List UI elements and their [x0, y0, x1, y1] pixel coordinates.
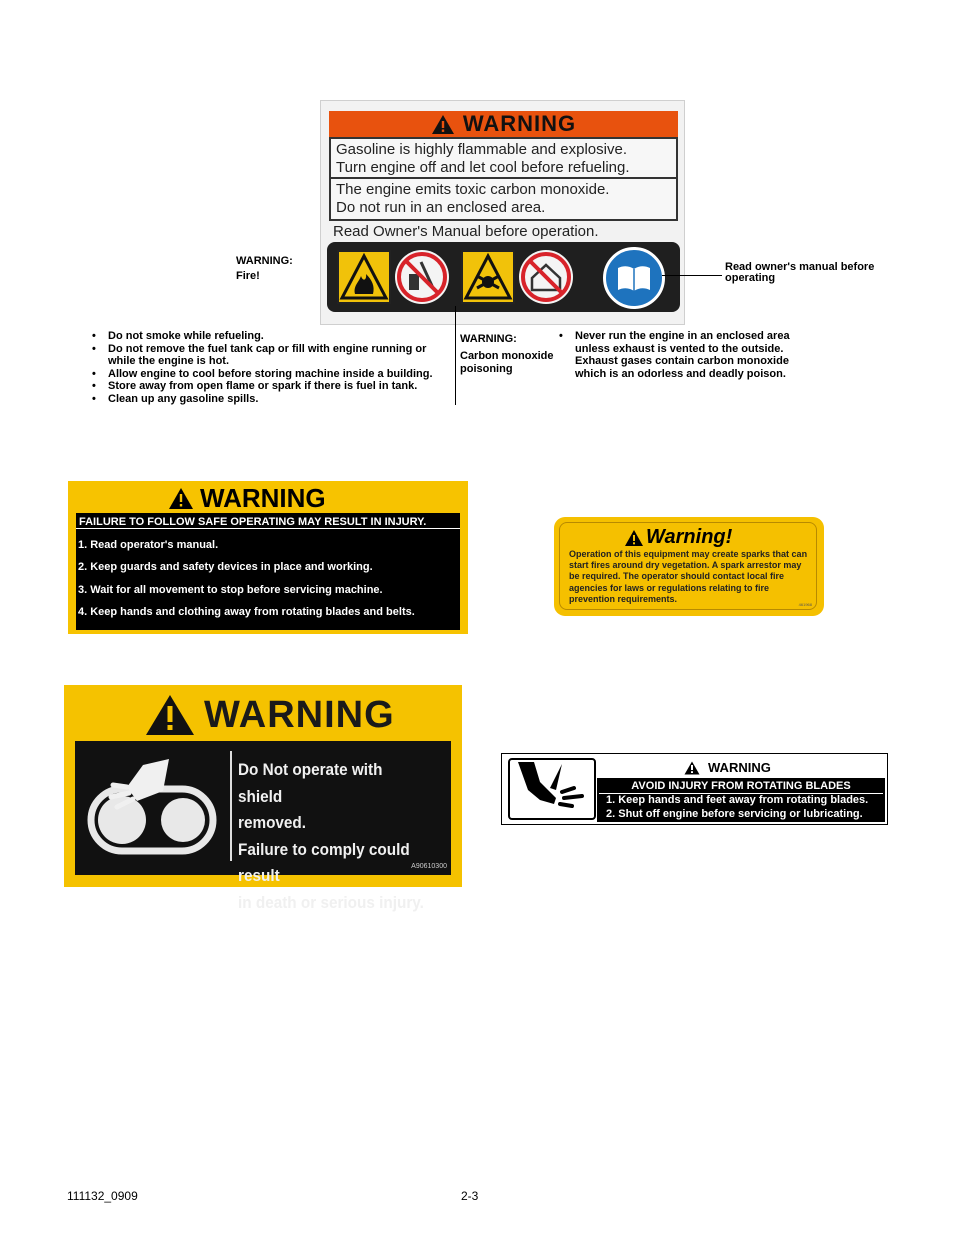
blade-warning-panel	[597, 778, 885, 822]
warning-triangle-icon	[168, 487, 194, 510]
manual-callout-text: Read owner's manual before operating	[725, 261, 875, 284]
fire-bullet-list	[92, 330, 437, 405]
page-number: 2-3	[461, 1189, 479, 1203]
warning-triangle-icon	[684, 761, 700, 775]
belt-warning-line: Do Not operate with shield	[238, 760, 383, 806]
list-item: • Store away from open flame or spark if there is fuel in tank.	[92, 380, 437, 393]
no-enclosed-icon	[519, 250, 573, 304]
blade-warning-decal	[501, 753, 888, 825]
spark-warning-title	[624, 526, 732, 549]
decal-line: Do not run in an enclosed area.	[336, 199, 546, 216]
fire-callout-title: Fire!	[236, 270, 260, 282]
decal-read-manual: Read Owner's Manual before operation.	[333, 223, 599, 240]
decal-co-box	[329, 179, 678, 221]
decal-line: The engine emits toxic carbon monoxide.	[336, 181, 610, 198]
belt-warning-panel	[75, 741, 451, 912]
decal-header-text: WARNING	[462, 111, 577, 136]
belt-warning-title	[144, 693, 395, 737]
injury-warning-title	[168, 483, 326, 514]
belt-warning-line: Failure to comply could result	[238, 839, 410, 885]
decal-header	[329, 111, 678, 137]
list-item: • Allow engine to cool before storing machine inside a building.	[92, 368, 437, 381]
spark-warning-title-text: Warning!	[646, 526, 733, 548]
co-callout-title: Carbon monoxide poisoning	[460, 350, 554, 375]
manual-book-icon	[603, 247, 665, 309]
list-item: 3. Wait for all movement to stop before servicing machine.	[78, 584, 383, 596]
belt-warning-line: removed.	[238, 813, 307, 832]
list-item: • Never run the engine in an enclosed area unless exhaust is vented to the outside. Exhaust gases contain carbon monoxide which is an odorless and deadly poison.	[559, 330, 794, 380]
warning-triangle-icon	[431, 114, 455, 135]
spark-warning-text: Operation of this equipment may create sparks that can start fires around dry vegetation. A spark arrestor may be required. The operator should contact local fire agencies for laws or regulations relating to fire prevention requirements.	[569, 549, 808, 604]
list-item: 2. Keep guards and safety devices in place and working.	[78, 561, 373, 573]
belt-hand-icon	[75, 741, 225, 875]
blade-warning-title	[684, 760, 771, 775]
list-item: • Do not smoke while refueling.	[92, 330, 437, 343]
list-item: 4. Keep hands and clothing away from rotating blades and belts.	[78, 606, 415, 618]
injury-warning-panel	[76, 513, 460, 630]
list-item: • Do not remove the fuel tank cap or fill with engine running or while the engine is hot.	[92, 343, 437, 368]
fire-callout-label: WARNING:	[236, 255, 293, 267]
list-item: • Clean up any gasoline spills.	[92, 393, 437, 406]
belt-warning-decal	[64, 685, 462, 912]
callout-divider	[455, 306, 456, 405]
no-fuel-icon	[395, 250, 449, 304]
belt-warning-title-text: WARNING	[204, 693, 395, 736]
co-callout-label: WARNING:	[460, 333, 517, 345]
belt-warning-line: in death or serious injury.	[238, 892, 424, 912]
spark-warning-decal	[554, 517, 824, 616]
list-item: 1. Read operator's manual.	[78, 539, 219, 551]
belt-warning-divider	[230, 751, 232, 861]
list-item: 1. Keep hands and feet away from rotating blades.	[606, 794, 869, 806]
pictogram-strip	[327, 242, 680, 312]
manual-leader-line	[662, 275, 722, 276]
injury-warning-header: FAILURE TO FOLLOW SAFE OPERATING MAY RESULT IN INJURY.	[76, 513, 460, 529]
list-item: 2. Shut off engine before servicing or lubricating.	[606, 808, 863, 820]
belt-warning-code: A90610300	[411, 863, 447, 870]
decal-line: Turn engine off and let cool before refueling.	[336, 159, 630, 176]
injury-warning-title-text: WARNING	[200, 483, 326, 513]
co-bullet-list	[559, 330, 794, 380]
decal-gasoline-box	[329, 137, 678, 179]
blade-warning-title-text: WARNING	[708, 760, 771, 775]
toxic-gas-icon	[461, 250, 515, 304]
warning-triangle-icon	[624, 529, 644, 547]
injury-warning-decal	[68, 481, 468, 634]
decal-line: Gasoline is highly flammable and explosive.	[336, 141, 627, 158]
engine-warning-decal	[320, 100, 685, 325]
hand-blade-icon	[508, 758, 596, 820]
spark-warning-code: 461968	[798, 602, 812, 607]
belt-warning-text	[238, 757, 427, 916]
warning-triangle-icon	[144, 693, 196, 737]
fire-icon	[337, 250, 391, 304]
blade-warning-header: AVOID INJURY FROM ROTATING BLADES	[631, 780, 851, 792]
document-id: 111132_0909	[67, 1189, 138, 1203]
